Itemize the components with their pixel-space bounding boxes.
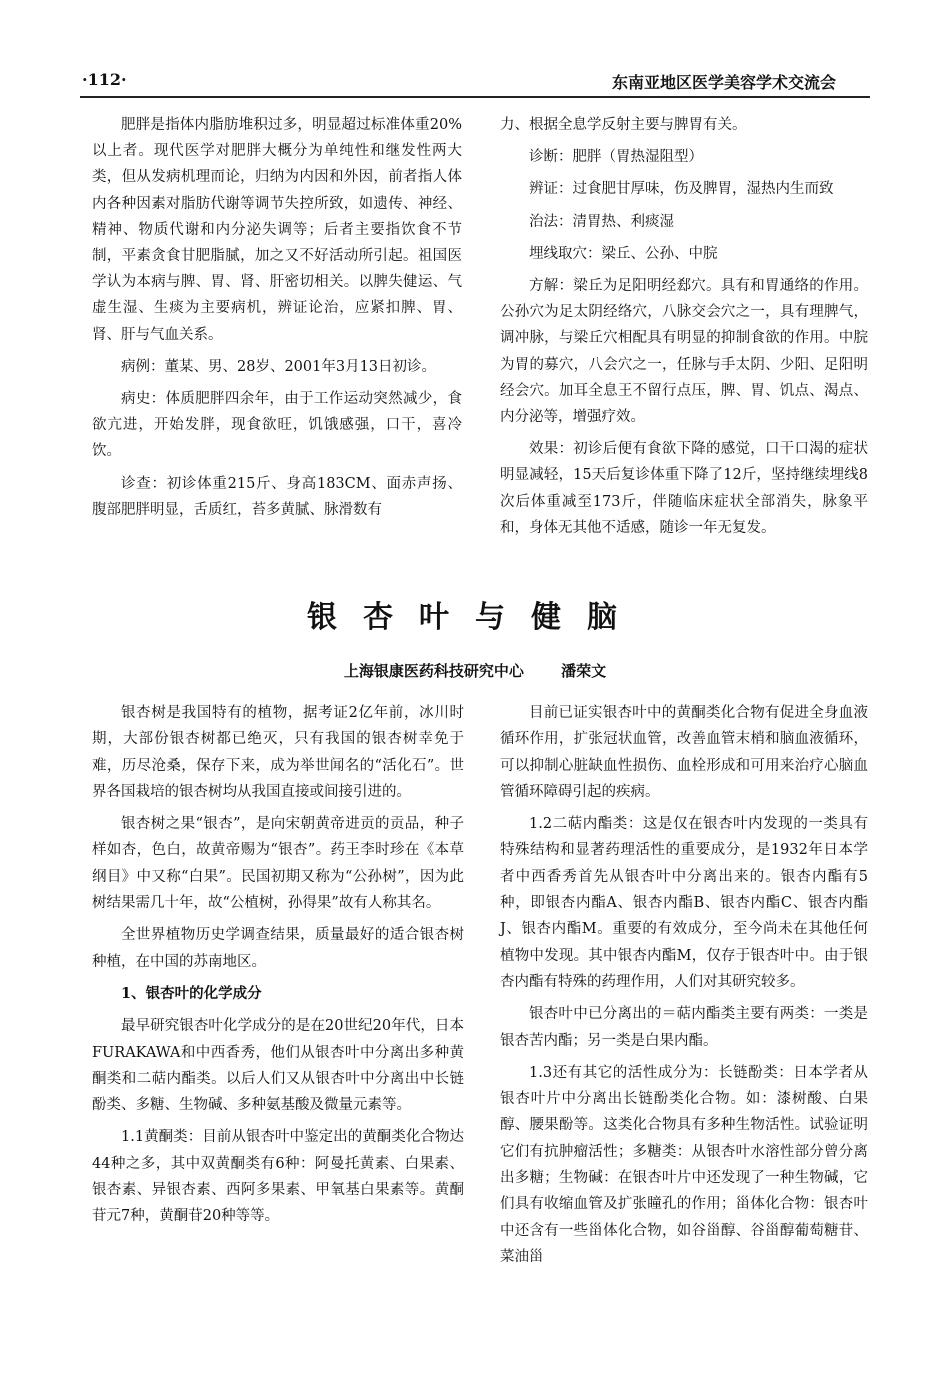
article-paragraph: 银杏叶中已分离出的＝萜内酯类主要有两类：一类是银杏苦内酯；另一类是白果内酯。 (500, 1006, 868, 1049)
author-affiliation: 上海银康医药科技研究中心 (343, 662, 524, 680)
case-left-column (92, 112, 462, 529)
article-title: 银杏叶与健脑 (307, 600, 643, 635)
case-exam-paragraph: 诊查：初诊体重215斤、身高183CM、面赤声扬、腹部肥胖明显，舌质红，苔多黄腻、脉滑数有 (92, 475, 462, 518)
case-prescription: 方解：梁丘为足阳明经郄穴。具有和胃通络的作用。公孙穴为足太阴经络穴，八脉交会穴之一，具有理脾气，调冲脉，与梁丘穴相配具有明显的抑制食欲的作用。中脘为胃的募穴，八会穴之一，任脉与手太阴、少阳、足阳明经会穴。加耳全息王不留行点压，脾、胃、饥点、渴点、内分泌等，增强疗效。 (500, 278, 868, 426)
article-right-column (500, 700, 868, 1276)
journal-title: 东南亚地区医学美容学术交流会 (612, 73, 837, 92)
article-paragraph: 全世界植物历史学调查结果，质量最好的适合银杏树种植，在中国的苏南地区。 (92, 927, 464, 970)
case-diagnosis: 诊断：肥胖（胃热湿阻型） (529, 149, 703, 166)
article-paragraph: 1.1黄酮类：目前从银杏叶中鉴定出的黄酮类化合物达44种之多，其中双黄酮类有6种：阿曼托黄素、白果素、银杏素、异银杏素、西阿多果素、甲氧基白果素等。黄酮苷元7种，黄酮苷20种等等。 (92, 1129, 464, 1225)
case-exam-continuation: 力、根据全息学反射主要与脾胃有关。 (500, 117, 747, 133)
author-name: 潘荣文 (561, 662, 607, 680)
case-intro-paragraph: 肥胖是指体内脂肪堆积过多，明显超过标准体重20%以上者。现代医学对肥胖大概分为单纯性和继发性两大类，但从发病机理而论，归纳为内因和外因，前者指人体内各种因素对脂肪代谢等调节失控所致，如遗传、神经、精神、物质代谢和内分泌失调等；后者主要指饮食不节制，平素贪食甘肥脂腻，加之又不好活动所引起。祖国医学认为本病与脾、胃、肾、肝密切相关。以脾失健运、气虚生湿、生痰为主要病机，辨证论治，应紧扣脾、胃、肾、肝与气血关系。 (92, 117, 462, 343)
article-paragraph: 最早研究银杏叶化学成分的是在20世纪20年代，日本FURAKAWA和中西香秀，他们从银杏叶中分离出多种黄酮类和二萜内酯类。以后人们又从银杏叶中分离出中长链酚类、多糖、生物碱、多种氨基酸及微量元素等。 (92, 1018, 464, 1114)
case-syndrome: 辨证：过食肥甘厚味，伤及脾胃，湿热内生而致 (529, 181, 834, 198)
case-treatment: 治法：清胃热、利痰湿 (529, 213, 674, 230)
article-paragraph: 银杏树之果“银杏”，是向宋朝黄帝进贡的贡品，种子样如杏，色白，故黄帝赐为“银杏”。药王李时珍在《本草纲目》中又称“白果”。民国初期又称为“公孙树”，因为此树结果需几十年，故“公植树，孙得果”故有人称其名。 (92, 816, 464, 912)
article-paragraph: 目前已证实银杏叶中的黄酮类化合物有促进全身血液循环作用，扩张冠状血管，改善血管末梢和脑血液循环，可以抑制心脏缺血性损伤、血栓形成和可用来治疗心脑血管循环障碍引起的疾病。 (500, 705, 868, 800)
article-left-column (92, 700, 464, 1236)
article-paragraph: 1.2二萜内酯类：这是仅在银杏叶内发现的一类具有特殊结构和显著药理活性的重要成分，是1932年日本学者中西香秀首先从银杏叶中分离出来的。银杏内酯有5种，即银杏内酯A、银杏内酯B、银杏内酯C、银杏内酯J、银杏内酯M。重要的有效成分，至今尚未在其他任何植物中发现。其中银杏内酯M，仅存于银杏叶中。由于银杏内酯有特殊的药理作用，人们对其研究较多。 (500, 816, 868, 990)
page-number: ·112· (82, 70, 127, 89)
section-heading: 1、银杏叶的化学成分 (121, 984, 262, 1002)
case-right-column (500, 112, 868, 547)
header-rule (80, 96, 870, 98)
case-result: 效果：初诊后便有食欲下降的感觉，口干口渴的症状明显减轻，15天后复诊体重下降了12斤，坚持继续埋线8次后体重减至173斤，伴随临床症状全部消失，脉象平和，身体无其他不适感，随诊一年无复发。 (500, 441, 868, 536)
article-paragraph: 1.3还有其它的活性成分为：长链酚类：日本学者从银杏叶片中分离出长链酚类化合物。如：漆树酸、白果醇、腰果酚等。这类化合物具有多种生物活性。试验证明它们有抗肿瘤活性；多糖类：从银杏叶水溶性部分曾分离出多糖；生物碱：在银杏叶片中还发现了一种生物碱，它们具有收缩血管及扩张瞳孔的作用；甾体化合物：银杏叶中还含有一些甾体化合物，如谷甾醇、谷甾醇葡萄糖苷、菜油甾 (500, 1064, 868, 1265)
article-byline (0, 660, 950, 681)
case-acupoints: 埋线取穴：梁丘、公孙、中脘 (529, 245, 718, 262)
article-paragraph: 银杏树是我国特有的植物，据考证2亿年前，冰川时期，大部份银杏树都已绝灭，只有我国的银杏树幸免于难，历尽沧桑，保存下来，成为举世闻名的“活化石”。世界各国栽培的银杏树均从我国直接或间接引进的。 (92, 705, 464, 800)
case-history-paragraph: 病史：体质肥胖四余年，由于工作运动突然减少，食欲亢进，开始发胖，现食欲旺，饥饿感强，口干，喜冷饮。 (92, 391, 462, 460)
case-record-paragraph: 病例：董某、男、28岁、2001年3月13日初诊。 (121, 358, 437, 375)
